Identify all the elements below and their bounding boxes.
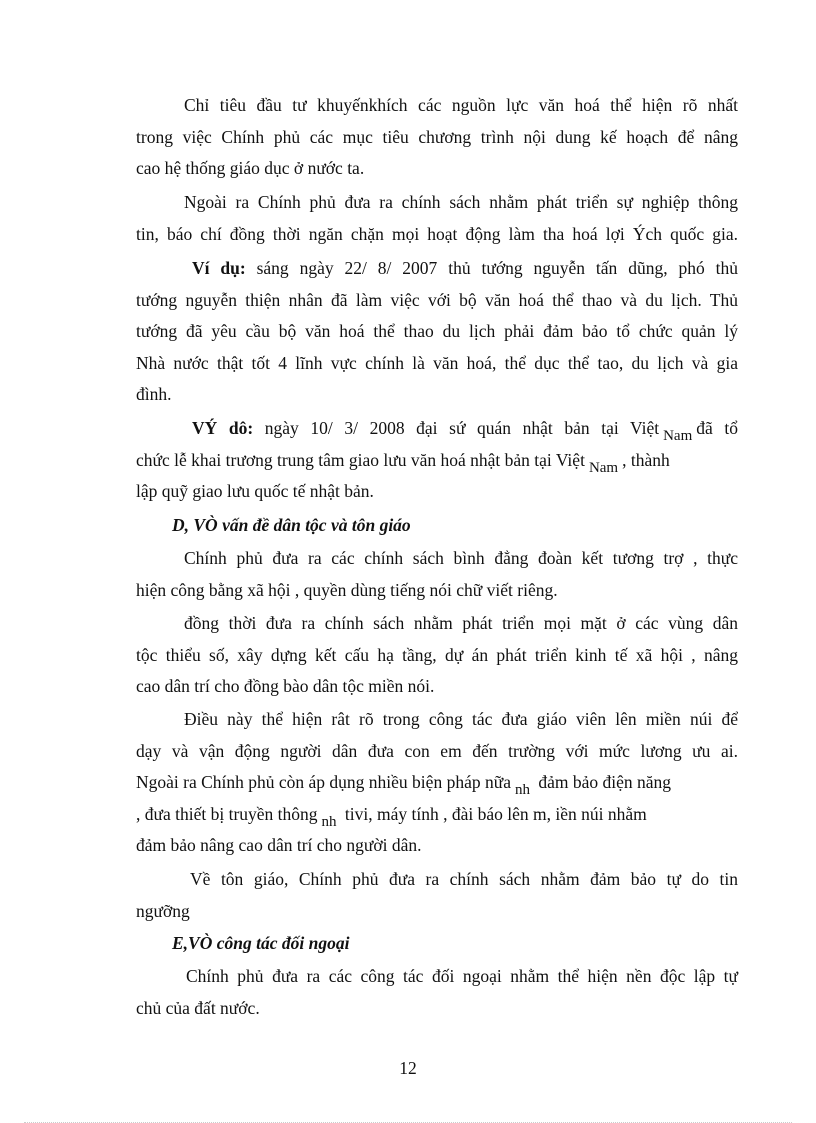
text-line: tướng nguyễn thiện nhân đã làm việc với bộ văn hoá thể thao và du lịch. Thủ: [136, 289, 738, 310]
text-line: Chính phủ đưa ra các công tác đối ngoại nhằm thể hiện nền độc lập tự: [186, 966, 738, 986]
text-line: [136, 413, 738, 445]
text-fragment: Ngoài ra Chính phủ còn áp dụng nhiều biện pháp nữa: [136, 772, 511, 792]
text-line: chủ của đất nước.: [136, 997, 260, 1018]
text-line: Chính phủ đưa ra các chính sách bình đẳng đoàn kết tương trợ , thực: [184, 548, 738, 568]
subscript-text: nh: [514, 782, 530, 798]
text-line: [136, 799, 738, 831]
subscript-text: nh: [321, 813, 337, 830]
heading-text: D, VÒ vấn đề dân tộc và tôn giáo: [172, 515, 411, 535]
heading-text: E,VÒ công tác đối ngoại: [172, 933, 350, 953]
text-fragment: , đưa thiết bị truyền thông: [136, 803, 318, 824]
text-line: tộc thiểu số, xây dựng kết cấu hạ tầng, dự án phát triển kinh tế xã hội , nâng: [136, 644, 738, 665]
text-line: [136, 253, 738, 285]
text-fragment: đảm bảo điện năng: [538, 772, 672, 792]
text-line: Ngoài ra Chính phủ đưa ra chính sách nhằm phát triển sự nghiệp thông: [184, 192, 738, 212]
section-heading-d: [172, 510, 774, 542]
example-text: đã tổ: [696, 418, 738, 438]
paragraph-development: [136, 608, 738, 703]
text-fragment: tivi, máy tính , đài báo lên m, iền núi nhằm: [344, 803, 647, 824]
text-line: Nhà nước thật tốt 4 lĩnh vực chính là văn hoá, thể dục thể tao, du lịch và gia: [136, 352, 738, 373]
paragraph-example-2: [136, 413, 738, 508]
text-line: Chỉ tiêu đầu tư khuyếnkhích các nguồn lực văn hoá thể hiện rõ nhất: [184, 95, 738, 115]
section-heading-e: [172, 928, 774, 960]
example-text: , thành: [622, 449, 670, 470]
text-line: Điều này thể hiện rât rõ trong công tác đưa giáo viên lên miền núi để: [184, 709, 738, 729]
text-line: [136, 767, 738, 799]
example-label: Ví dụ:: [192, 258, 246, 278]
paragraph-investment: [136, 90, 738, 185]
text-line: tin, báo chí đồng thời ngăn chặn mọi hoạt động làm tha hoá lợi Ých quốc gia.: [136, 223, 738, 244]
paragraph-information: [136, 187, 738, 250]
text-line: trong việc Chính phủ các mục tiêu chương trình nội dung kế hoạch để nâng: [136, 126, 738, 147]
text-line: đảm bảo nâng cao dân trí cho người dân.: [136, 835, 422, 855]
paragraph-foreign-affairs: [136, 961, 738, 1024]
text-line: ngưỡng: [136, 900, 190, 921]
text-line: tướng đã yêu cầu bộ văn hoá thể thao du lịch phải đảm bảo tổ chức quản lý: [136, 321, 738, 341]
paragraph-equality: [136, 543, 738, 606]
page-number: 12: [399, 1058, 417, 1078]
example-text: chức lễ khai trương trung tâm giao lưu văn hoá nhật bản tại Việt: [136, 449, 585, 470]
paragraph-education: [136, 704, 738, 862]
subscript-text: Nam: [588, 459, 619, 476]
example-label: VÝ dô:: [192, 418, 254, 438]
paragraph-religion: [136, 864, 738, 927]
text-line: dạy và vận động người dân đưa con em đến trường với mức lương ưu ai.: [136, 740, 738, 761]
text-line: cao dân trí cho đồng bào dân tộc miền nói.: [136, 676, 435, 696]
example-text: sáng ngày 22/ 8/ 2007 thủ tướng nguyễn tấn dũng, phó thủ: [245, 258, 738, 278]
paragraph-example-1: [136, 253, 738, 411]
text-line: lập quỹ giao lưu quốc tế nhật bản.: [136, 481, 374, 501]
text-line: Về tôn giáo, Chính phủ đưa ra chính sách nhằm đảm bảo tự do tin: [190, 869, 738, 889]
text-line: [136, 445, 738, 477]
text-line: đình.: [136, 384, 172, 404]
text-line: đồng thời đưa ra chính sách nhằm phát triển mọi mặt ở các vùng dân: [184, 613, 738, 633]
subscript-text: Nam: [663, 428, 693, 444]
text-line: hiện công bằng xã hội , quyền dùng tiếng nói chữ viết riêng.: [136, 579, 558, 600]
text-line: cao hệ thống giáo dục ở nước ta.: [136, 158, 365, 178]
example-text: ngày 10/ 3/ 2008 đại sứ quán nhật bản tại Việt: [253, 418, 660, 438]
